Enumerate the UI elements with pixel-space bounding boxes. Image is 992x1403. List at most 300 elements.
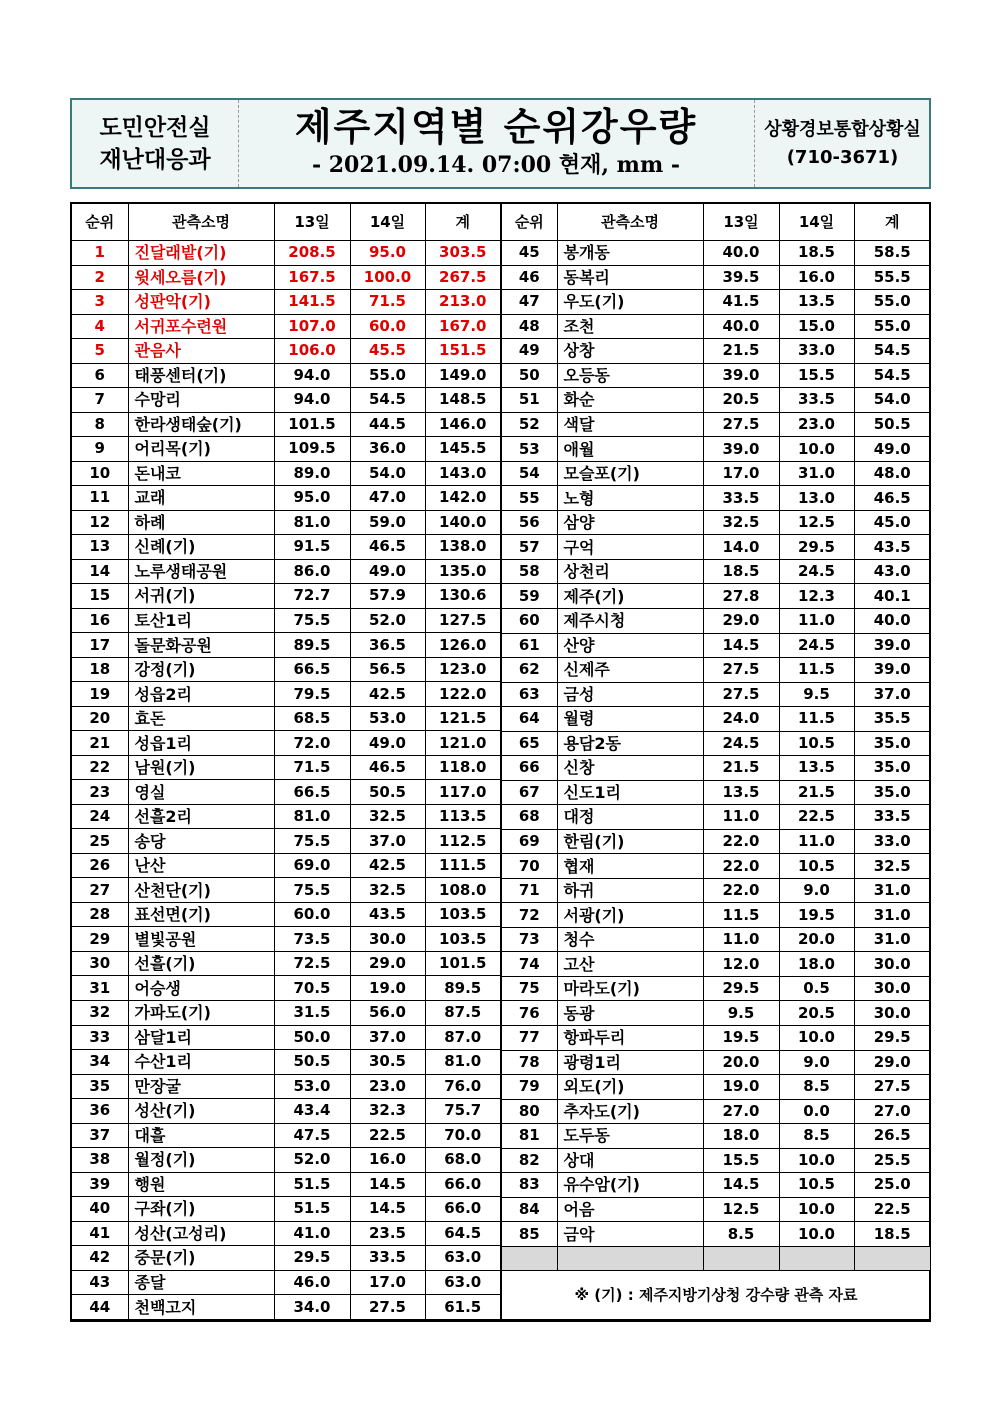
day13-rainfall-cell: 75.5 [274, 829, 350, 854]
table-row [72, 951, 500, 976]
table-row [501, 510, 930, 535]
rank-cell: 66 [501, 756, 557, 781]
table-row [72, 682, 500, 707]
rank-cell: 16 [72, 608, 128, 633]
day14-rainfall-cell: 11.5 [779, 658, 854, 683]
day13-rainfall-cell: 95.0 [274, 486, 350, 511]
station-name-cell: 도두동 [557, 1124, 703, 1149]
day13-rainfall-cell: 51.5 [274, 1172, 350, 1197]
day13-rainfall-cell: 72.0 [274, 731, 350, 756]
day14-rainfall-cell: 22.5 [779, 805, 854, 830]
day13-rainfall-cell: 32.5 [703, 510, 779, 535]
day13-rainfall-cell: 19.5 [703, 1026, 779, 1051]
table-row [501, 952, 930, 977]
station-name-cell: 봉개동 [557, 241, 703, 266]
station-name-cell: 하귀 [557, 878, 703, 903]
day13-rainfall-cell: 14.5 [703, 633, 779, 658]
total-rainfall-cell: 135.0 [425, 559, 500, 584]
day14-rainfall-cell: 10.5 [779, 731, 854, 756]
station-name-cell: 항파두리 [557, 1026, 703, 1051]
table-row [501, 608, 930, 633]
station-name-cell: 선흘(기) [128, 951, 274, 976]
rank-cell: 18 [72, 657, 128, 682]
table-row [72, 412, 500, 437]
day13-rainfall-cell: 33.5 [703, 486, 779, 511]
table-row [72, 1197, 500, 1222]
title-box [238, 100, 754, 187]
total-rainfall-cell: 37.0 [854, 682, 930, 707]
total-rainfall-cell: 31.0 [854, 927, 930, 952]
day14-rainfall-cell: 42.5 [350, 682, 425, 707]
col-station-header: 관측소명 [557, 204, 703, 241]
day13-rainfall-cell: 167.5 [274, 265, 350, 290]
total-rainfall-cell: 40.1 [854, 584, 930, 609]
day14-rainfall-cell: 55.0 [350, 363, 425, 388]
rank-cell: 42 [72, 1246, 128, 1271]
rank-cell: 25 [72, 829, 128, 854]
day13-rainfall-cell: 94.0 [274, 363, 350, 388]
day14-rainfall-cell: 37.0 [350, 829, 425, 854]
day13-rainfall-cell: 46.0 [274, 1270, 350, 1295]
table-row [72, 633, 500, 658]
day14-rainfall-cell: 71.5 [350, 290, 425, 315]
station-name-cell: 한라생태숲(기) [128, 412, 274, 437]
day14-rainfall-cell: 15.5 [779, 363, 854, 388]
day13-rainfall-cell: 24.0 [703, 707, 779, 732]
day13-rainfall-cell: 72.7 [274, 584, 350, 609]
table-row [72, 1246, 500, 1271]
table-row [72, 388, 500, 413]
rank-cell: 8 [72, 412, 128, 437]
rank-cell: 2 [72, 265, 128, 290]
total-rainfall-cell: 33.5 [854, 805, 930, 830]
station-name-cell: 천백고지 [128, 1295, 274, 1320]
table-row [72, 339, 500, 364]
day13-rainfall-cell: 13.5 [703, 780, 779, 805]
day14-rainfall-cell: 15.0 [779, 314, 854, 339]
table-row [501, 461, 930, 486]
rank-cell: 41 [72, 1221, 128, 1246]
day14-rainfall-cell: 60.0 [350, 314, 425, 339]
table-row [501, 1050, 930, 1075]
table-row [501, 290, 930, 315]
total-rainfall-cell: 148.5 [425, 388, 500, 413]
total-rainfall-cell: 122.0 [425, 682, 500, 707]
total-rainfall-cell: 151.5 [425, 339, 500, 364]
total-rainfall-cell: 146.0 [425, 412, 500, 437]
day13-rainfall-cell: 41.0 [274, 1221, 350, 1246]
table-row [72, 486, 500, 511]
rank-cell: 38 [72, 1148, 128, 1173]
day14-rainfall-cell: 47.0 [350, 486, 425, 511]
day13-rainfall-cell: 29.0 [703, 608, 779, 633]
day14-rainfall-cell: 45.5 [350, 339, 425, 364]
rank-cell: 43 [72, 1270, 128, 1295]
table-row [72, 535, 500, 560]
day14-rainfall-cell: 53.0 [350, 706, 425, 731]
day14-rainfall-cell: 11.0 [779, 608, 854, 633]
table-row [72, 1148, 500, 1173]
table-row [72, 314, 500, 339]
station-name-cell: 서광(기) [557, 903, 703, 928]
rank-cell: 37 [72, 1123, 128, 1148]
day13-rainfall-cell: 47.5 [274, 1123, 350, 1148]
total-rainfall-cell: 55.0 [854, 314, 930, 339]
rank-cell: 68 [501, 805, 557, 830]
day13-rainfall-cell: 89.5 [274, 633, 350, 658]
total-rainfall-cell: 45.0 [854, 510, 930, 535]
station-name-cell: 효돈 [128, 706, 274, 731]
day13-rainfall-cell: 53.0 [274, 1074, 350, 1099]
table-row [501, 1124, 930, 1149]
total-rainfall-cell: 75.7 [425, 1099, 500, 1124]
day13-rainfall-cell: 141.5 [274, 290, 350, 315]
rank-cell: 65 [501, 731, 557, 756]
table-row [501, 658, 930, 683]
total-rainfall-cell: 68.0 [425, 1148, 500, 1173]
rank-cell: 73 [501, 927, 557, 952]
total-rainfall-cell: 63.0 [425, 1246, 500, 1271]
table-row [501, 756, 930, 781]
station-name-cell: 산천단(기) [128, 878, 274, 903]
table-row [501, 805, 930, 830]
total-rainfall-cell: 111.5 [425, 853, 500, 878]
day13-rainfall-cell: 51.5 [274, 1197, 350, 1222]
total-rainfall-cell: 121.0 [425, 731, 500, 756]
day14-rainfall-cell: 9.0 [779, 1050, 854, 1075]
total-rainfall-cell: 103.5 [425, 927, 500, 952]
col-day13-header: 13일 [274, 204, 350, 241]
station-name-cell: 마라도(기) [557, 976, 703, 1001]
day14-rainfall-cell: 18.5 [779, 241, 854, 266]
rank-cell: 21 [72, 731, 128, 756]
table-row [501, 854, 930, 879]
rank-cell: 77 [501, 1026, 557, 1051]
station-name-cell: 조천 [557, 314, 703, 339]
rank-cell: 7 [72, 388, 128, 413]
table-row [72, 1099, 500, 1124]
blank-cell [854, 1246, 930, 1271]
day13-rainfall-cell: 18.0 [703, 1124, 779, 1149]
station-name-cell: 추자도(기) [557, 1099, 703, 1124]
rank-cell: 17 [72, 633, 128, 658]
station-name-cell: 상대 [557, 1148, 703, 1173]
table-row [501, 412, 930, 437]
station-name-cell: 진달래밭(기) [128, 241, 274, 266]
day14-rainfall-cell: 31.0 [779, 461, 854, 486]
table-row [72, 510, 500, 535]
rank-cell: 47 [501, 290, 557, 315]
station-name-cell: 신례(기) [128, 535, 274, 560]
table-row [501, 241, 930, 266]
department-box [72, 100, 239, 187]
rank-cell: 29 [72, 927, 128, 952]
day14-rainfall-cell: 10.0 [779, 1197, 854, 1222]
day13-rainfall-cell: 69.0 [274, 853, 350, 878]
table-row [501, 339, 930, 364]
total-rainfall-cell: 303.5 [425, 241, 500, 266]
day13-rainfall-cell: 50.5 [274, 1050, 350, 1075]
total-rainfall-cell: 127.5 [425, 608, 500, 633]
table-row [72, 1025, 500, 1050]
table-row [501, 1197, 930, 1222]
day14-rainfall-cell: 100.0 [350, 265, 425, 290]
day13-rainfall-cell: 208.5 [274, 241, 350, 266]
day13-rainfall-cell: 22.0 [703, 854, 779, 879]
table-row [72, 1172, 500, 1197]
day13-rainfall-cell: 81.0 [274, 804, 350, 829]
day13-rainfall-cell: 31.5 [274, 1000, 350, 1025]
station-name-cell: 삼달1리 [128, 1025, 274, 1050]
station-name-cell: 만장굴 [128, 1074, 274, 1099]
department-line1: 도민안전실 [99, 114, 211, 141]
rank-cell: 72 [501, 903, 557, 928]
table-row [72, 1050, 500, 1075]
table-row [501, 707, 930, 732]
day13-rainfall-cell: 109.5 [274, 437, 350, 462]
total-rainfall-cell: 108.0 [425, 878, 500, 903]
rank-cell: 70 [501, 854, 557, 879]
day13-rainfall-cell: 12.0 [703, 952, 779, 977]
rank-cell: 58 [501, 559, 557, 584]
day13-rainfall-cell: 43.4 [274, 1099, 350, 1124]
day13-rainfall-cell: 20.0 [703, 1050, 779, 1075]
station-name-cell: 행원 [128, 1172, 274, 1197]
table-row [72, 608, 500, 633]
day13-rainfall-cell: 21.5 [703, 339, 779, 364]
rank-cell: 20 [72, 706, 128, 731]
table-row [501, 731, 930, 756]
rank-cell: 85 [501, 1222, 557, 1247]
rank-cell: 32 [72, 1000, 128, 1025]
station-name-cell: 돈내코 [128, 461, 274, 486]
rank-cell: 44 [72, 1295, 128, 1320]
day13-rainfall-cell: 70.5 [274, 976, 350, 1001]
day14-rainfall-cell: 10.0 [779, 1148, 854, 1173]
rank-cell: 49 [501, 339, 557, 364]
rank-cell: 59 [501, 584, 557, 609]
station-name-cell: 표선면(기) [128, 902, 274, 927]
col-day14-header: 14일 [779, 204, 854, 241]
total-rainfall-cell: 213.0 [425, 290, 500, 315]
day14-rainfall-cell: 21.5 [779, 780, 854, 805]
rank-cell: 54 [501, 461, 557, 486]
table-row [501, 682, 930, 707]
report-timestamp: - 2021.09.14. 07:00 현재, mm - [311, 152, 681, 178]
table-row [72, 829, 500, 854]
day13-rainfall-cell: 17.0 [703, 461, 779, 486]
day13-rainfall-cell: 27.0 [703, 1099, 779, 1124]
rank-cell: 4 [72, 314, 128, 339]
rank-cell: 56 [501, 510, 557, 535]
day14-rainfall-cell: 59.0 [350, 510, 425, 535]
table-row [501, 265, 930, 290]
station-name-cell: 돌문화공원 [128, 633, 274, 658]
station-name-cell: 수망리 [128, 388, 274, 413]
day13-rainfall-cell: 40.0 [703, 314, 779, 339]
rank-cell: 30 [72, 951, 128, 976]
day14-rainfall-cell: 36.5 [350, 633, 425, 658]
legend-note: ※ (기) : 제주지방기상청 강수량 관측 자료 [501, 1271, 930, 1320]
table-row [501, 486, 930, 511]
table-row [501, 1075, 930, 1100]
total-rainfall-cell: 54.0 [854, 388, 930, 413]
col-total-header: 계 [854, 204, 930, 241]
day13-rainfall-cell: 27.5 [703, 412, 779, 437]
station-name-cell: 동복리 [557, 265, 703, 290]
day14-rainfall-cell: 33.0 [779, 339, 854, 364]
rank-cell: 26 [72, 853, 128, 878]
day13-rainfall-cell: 107.0 [274, 314, 350, 339]
day14-rainfall-cell: 46.5 [350, 535, 425, 560]
rank-cell: 82 [501, 1148, 557, 1173]
col-station-header: 관측소명 [128, 204, 274, 241]
station-name-cell: 어리목(기) [128, 437, 274, 462]
day14-rainfall-cell: 30.5 [350, 1050, 425, 1075]
total-rainfall-cell: 30.0 [854, 1001, 930, 1026]
blank-cell [501, 1246, 557, 1271]
col-day13-header: 13일 [703, 204, 779, 241]
day14-rainfall-cell: 22.5 [350, 1123, 425, 1148]
total-rainfall-cell: 40.0 [854, 608, 930, 633]
report-header [70, 98, 931, 189]
day14-rainfall-cell: 10.5 [779, 854, 854, 879]
total-rainfall-cell: 130.6 [425, 584, 500, 609]
rank-cell: 52 [501, 412, 557, 437]
station-name-cell: 종달 [128, 1270, 274, 1295]
rank-cell: 36 [72, 1099, 128, 1124]
station-name-cell: 광령1리 [557, 1050, 703, 1075]
station-name-cell: 금성 [557, 682, 703, 707]
station-name-cell: 신창 [557, 756, 703, 781]
day13-rainfall-cell: 41.5 [703, 290, 779, 315]
rank-cell: 22 [72, 755, 128, 780]
day14-rainfall-cell: 52.0 [350, 608, 425, 633]
table-row [72, 363, 500, 388]
rank-cell: 33 [72, 1025, 128, 1050]
station-name-cell: 제주시청 [557, 608, 703, 633]
station-name-cell: 용담2동 [557, 731, 703, 756]
day14-rainfall-cell: 32.3 [350, 1099, 425, 1124]
total-rainfall-cell: 61.5 [425, 1295, 500, 1320]
day14-rainfall-cell: 9.5 [779, 682, 854, 707]
total-rainfall-cell: 66.0 [425, 1172, 500, 1197]
station-name-cell: 청수 [557, 927, 703, 952]
blank-row [501, 1246, 930, 1271]
day14-rainfall-cell: 16.0 [779, 265, 854, 290]
table-row [501, 1001, 930, 1026]
blank-cell [779, 1246, 854, 1271]
rank-cell: 34 [72, 1050, 128, 1075]
rank-cell: 13 [72, 535, 128, 560]
station-name-cell: 성읍1리 [128, 731, 274, 756]
day14-rainfall-cell: 13.5 [779, 290, 854, 315]
station-name-cell: 우도(기) [557, 290, 703, 315]
table-row [501, 314, 930, 339]
rank-cell: 39 [72, 1172, 128, 1197]
station-name-cell: 금악 [557, 1222, 703, 1247]
station-name-cell: 어승생 [128, 976, 274, 1001]
rank-cell: 74 [501, 952, 557, 977]
day13-rainfall-cell: 72.5 [274, 951, 350, 976]
table-row [72, 657, 500, 682]
station-name-cell: 중문(기) [128, 1246, 274, 1271]
day14-rainfall-cell: 33.5 [779, 388, 854, 413]
blank-cell [557, 1246, 703, 1271]
total-rainfall-cell: 33.0 [854, 829, 930, 854]
day14-rainfall-cell: 32.5 [350, 804, 425, 829]
table-row [72, 437, 500, 462]
table-row [501, 1222, 930, 1247]
total-rainfall-cell: 27.0 [854, 1099, 930, 1124]
day13-rainfall-cell: 11.0 [703, 927, 779, 952]
day14-rainfall-cell: 46.5 [350, 755, 425, 780]
day13-rainfall-cell: 89.0 [274, 461, 350, 486]
table-row [72, 559, 500, 584]
day14-rainfall-cell: 14.5 [350, 1172, 425, 1197]
rank-cell: 69 [501, 829, 557, 854]
table-row [501, 633, 930, 658]
station-name-cell: 구억 [557, 535, 703, 560]
station-name-cell: 어음 [557, 1197, 703, 1222]
total-rainfall-cell: 26.5 [854, 1124, 930, 1149]
total-rainfall-cell: 30.0 [854, 976, 930, 1001]
rank-cell: 10 [72, 461, 128, 486]
total-rainfall-cell: 118.0 [425, 755, 500, 780]
total-rainfall-cell: 29.5 [854, 1026, 930, 1051]
table-row [72, 927, 500, 952]
day13-rainfall-cell: 27.8 [703, 584, 779, 609]
station-name-cell: 수산1리 [128, 1050, 274, 1075]
day14-rainfall-cell: 13.5 [779, 756, 854, 781]
day13-rainfall-cell: 18.5 [703, 559, 779, 584]
table-row [501, 363, 930, 388]
station-name-cell: 고산 [557, 952, 703, 977]
rank-cell: 80 [501, 1099, 557, 1124]
day14-rainfall-cell: 10.5 [779, 1173, 854, 1198]
total-rainfall-cell: 55.5 [854, 265, 930, 290]
day14-rainfall-cell: 17.0 [350, 1270, 425, 1295]
total-rainfall-cell: 35.0 [854, 731, 930, 756]
total-rainfall-cell: 138.0 [425, 535, 500, 560]
total-rainfall-cell: 49.0 [854, 437, 930, 462]
day14-rainfall-cell: 29.0 [350, 951, 425, 976]
total-rainfall-cell: 18.5 [854, 1222, 930, 1247]
total-rainfall-cell: 121.5 [425, 706, 500, 731]
total-rainfall-cell: 117.0 [425, 780, 500, 805]
day13-rainfall-cell: 34.0 [274, 1295, 350, 1320]
rank-cell: 53 [501, 437, 557, 462]
total-rainfall-cell: 31.0 [854, 878, 930, 903]
total-rainfall-cell: 123.0 [425, 657, 500, 682]
total-rainfall-cell: 30.0 [854, 952, 930, 977]
rank-cell: 28 [72, 902, 128, 927]
total-rainfall-cell: 267.5 [425, 265, 500, 290]
day13-rainfall-cell: 52.0 [274, 1148, 350, 1173]
day13-rainfall-cell: 73.5 [274, 927, 350, 952]
ranking-table-left [72, 204, 500, 1320]
table-row [501, 829, 930, 854]
station-name-cell: 윗세오름(기) [128, 265, 274, 290]
rank-cell: 50 [501, 363, 557, 388]
station-name-cell: 신도1리 [557, 780, 703, 805]
total-rainfall-cell: 81.0 [425, 1050, 500, 1075]
table-row [501, 535, 930, 560]
table-row [72, 731, 500, 756]
total-rainfall-cell: 22.5 [854, 1197, 930, 1222]
total-rainfall-cell: 43.5 [854, 535, 930, 560]
station-name-cell: 월정(기) [128, 1148, 274, 1173]
